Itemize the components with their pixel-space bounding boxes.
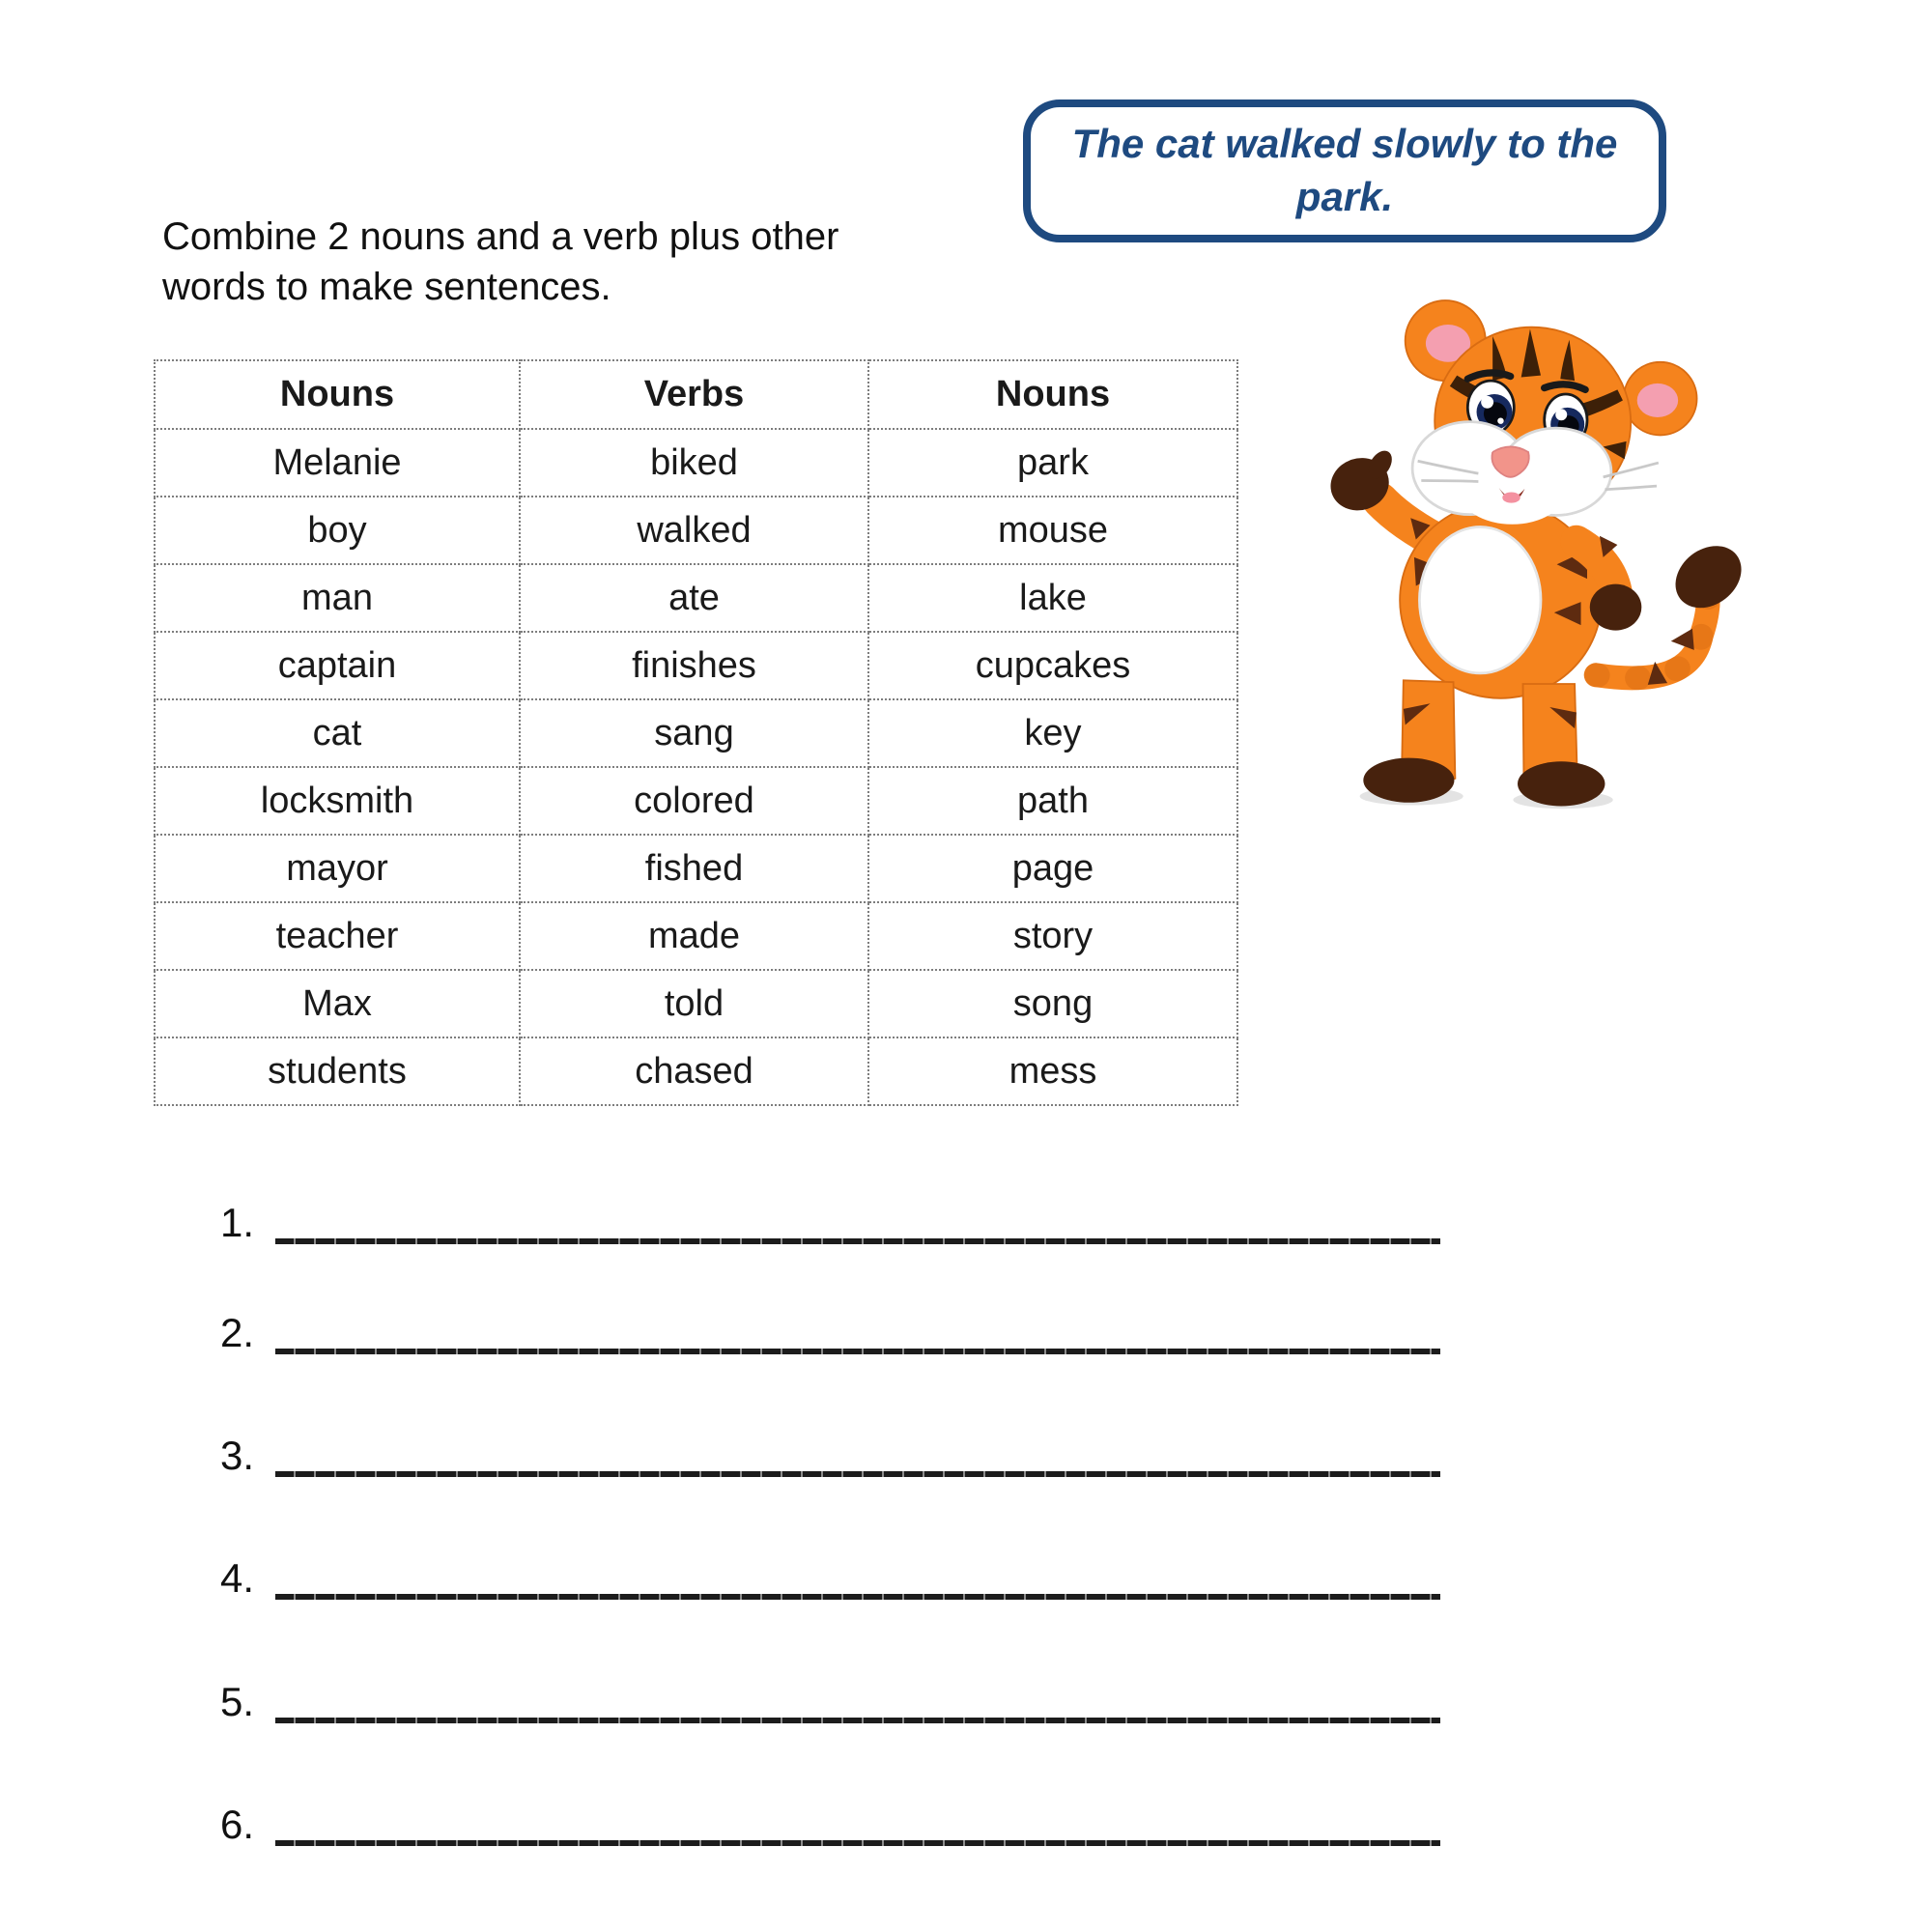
table-cell: cupcakes xyxy=(868,632,1237,699)
table-row xyxy=(155,767,1237,835)
answer-row-5 xyxy=(220,1679,1440,1725)
table-row xyxy=(155,1037,1237,1105)
word-table xyxy=(154,359,1238,1106)
answer-number: 1. xyxy=(220,1200,255,1245)
table-row xyxy=(155,497,1237,564)
column-header-nouns-2: Nouns xyxy=(868,360,1237,429)
instruction-text: Combine 2 nouns and a verb plus other words to make sentences. xyxy=(162,215,839,308)
example-sentence-box xyxy=(1023,99,1666,242)
table-cell: cat xyxy=(155,699,520,767)
table-header-row xyxy=(155,360,1237,429)
table-cell: Melanie xyxy=(155,429,520,497)
table-cell: mess xyxy=(868,1037,1237,1105)
table-cell: told xyxy=(520,970,868,1037)
table-cell: page xyxy=(868,835,1237,902)
table-cell: mayor xyxy=(155,835,520,902)
answer-row-6 xyxy=(220,1802,1440,1848)
table-cell: made xyxy=(520,902,868,970)
answer-number: 5. xyxy=(220,1679,255,1724)
answer-blank-line[interactable] xyxy=(275,1718,1440,1723)
answer-number: 3. xyxy=(220,1433,255,1478)
table-row xyxy=(155,632,1237,699)
answer-blank-line[interactable] xyxy=(275,1840,1440,1846)
table-cell: students xyxy=(155,1037,520,1105)
table-cell: lake xyxy=(868,564,1237,632)
table-cell: teacher xyxy=(155,902,520,970)
answer-number: 4. xyxy=(220,1555,255,1601)
table-cell: colored xyxy=(520,767,868,835)
column-header-nouns-1: Nouns xyxy=(155,360,520,429)
table-row xyxy=(155,902,1237,970)
answer-blank-line[interactable] xyxy=(275,1238,1440,1244)
table-cell: mouse xyxy=(868,497,1237,564)
table-cell: walked xyxy=(520,497,868,564)
table-cell: ate xyxy=(520,564,868,632)
answer-row-3 xyxy=(220,1433,1440,1479)
table-cell: sang xyxy=(520,699,868,767)
table-cell: chased xyxy=(520,1037,868,1105)
table-cell: path xyxy=(868,767,1237,835)
table-row xyxy=(155,699,1237,767)
table-cell: fished xyxy=(520,835,868,902)
tiger-head xyxy=(1406,300,1697,529)
answer-row-2 xyxy=(220,1310,1440,1356)
table-cell: captain xyxy=(155,632,520,699)
table-row xyxy=(155,564,1237,632)
table-cell: biked xyxy=(520,429,868,497)
answer-number: 2. xyxy=(220,1310,255,1355)
table-row xyxy=(155,835,1237,902)
table-cell: story xyxy=(868,902,1237,970)
table-cell: song xyxy=(868,970,1237,1037)
answer-blank-line[interactable] xyxy=(275,1471,1440,1477)
table-cell: park xyxy=(868,429,1237,497)
table-cell: Max xyxy=(155,970,520,1037)
answer-row-1 xyxy=(220,1200,1440,1246)
table-cell: finishes xyxy=(520,632,868,699)
column-header-verbs: Verbs xyxy=(520,360,868,429)
table-cell: locksmith xyxy=(155,767,520,835)
example-sentence-text: The cat walked slowly to the park. xyxy=(1071,121,1618,219)
tiger-body xyxy=(1363,502,1641,807)
table-cell: man xyxy=(155,564,520,632)
table-cell: key xyxy=(868,699,1237,767)
table-cell: boy xyxy=(155,497,520,564)
answer-blank-line[interactable] xyxy=(275,1594,1440,1600)
table-row xyxy=(155,970,1237,1037)
answer-row-4 xyxy=(220,1555,1440,1602)
answer-number: 6. xyxy=(220,1802,255,1847)
answer-blank-line[interactable] xyxy=(275,1349,1440,1354)
tiger-illustration xyxy=(1290,290,1792,869)
table-row xyxy=(155,429,1237,497)
